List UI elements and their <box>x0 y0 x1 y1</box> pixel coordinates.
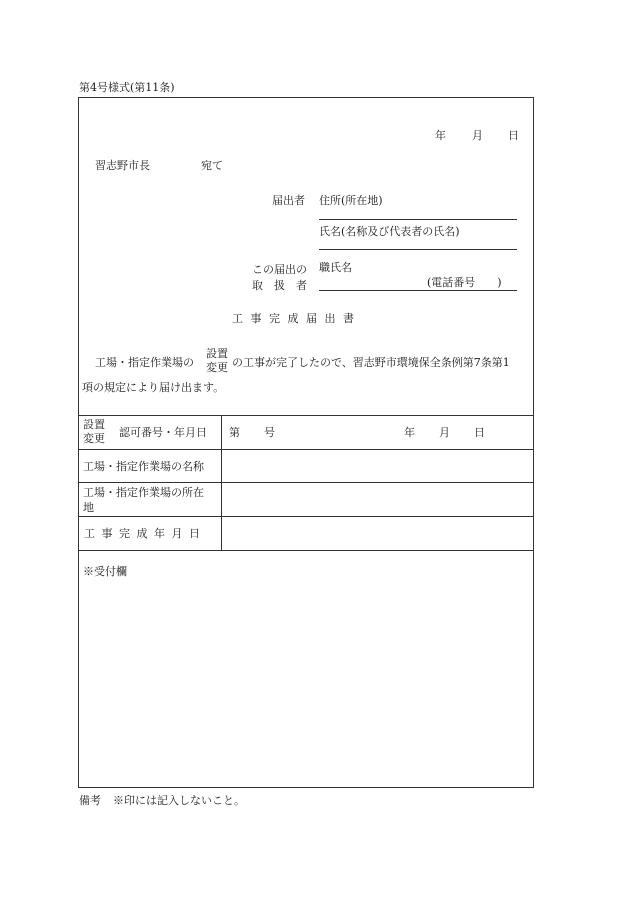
date-month-label: 月 <box>472 129 483 142</box>
table-row-divider-3 <box>78 516 534 517</box>
table-permit-day: 日 <box>474 426 485 439</box>
date-year-label: 年 <box>435 129 446 142</box>
remarks-text: ※印には記入しないこと。 <box>113 794 245 807</box>
table-facility-location-label-line1: 工場・指定作業場の所在 <box>83 486 204 499</box>
form-frame <box>78 97 534 788</box>
name-underline <box>319 249 517 250</box>
table-permit-label: 認可番号・年月日 <box>119 426 207 439</box>
table-column-divider <box>221 415 222 550</box>
handler-underline <box>319 290 517 291</box>
addressee-to: 宛て <box>201 159 223 172</box>
handler-phone: (電話番号 ) <box>427 276 502 289</box>
table-option-setup: 設置 <box>83 418 105 431</box>
body-line2: 項の規定により届け出ます。 <box>82 381 225 394</box>
notifier-address-label: 住所(所在地) <box>319 194 383 207</box>
table-permit-dai: 第 <box>229 426 240 439</box>
remarks-label: 備考 <box>79 794 101 807</box>
handler-label-line1: この届出の <box>252 263 307 276</box>
table-facility-name-label: 工場・指定作業場の名称 <box>83 460 204 473</box>
handler-label-line2: 取 扱 者 <box>252 279 307 292</box>
body-prefix: 工場・指定作業場の <box>95 356 194 369</box>
notifier-label: 届出者 <box>272 194 305 207</box>
table-row-divider-1 <box>78 449 534 450</box>
address-underline <box>319 219 517 220</box>
table-option-change: 変更 <box>83 432 105 445</box>
form-number-label: 第4号様式(第11条) <box>79 81 175 94</box>
body-suffix: の工事が完了したので、習志野市環境保全条例第7条第1 <box>232 356 510 369</box>
table-permit-go: 号 <box>264 426 275 439</box>
table-permit-year: 年 <box>404 426 415 439</box>
body-option-stack <box>206 347 228 375</box>
body-option-change: 変更 <box>206 361 228 374</box>
table-completion-date-label: 工 事 完 成 年 月 日 <box>84 527 202 540</box>
notifier-name-label: 氏名(名称及び代表者の氏名) <box>319 225 460 238</box>
date-day-label: 日 <box>508 129 519 142</box>
table-top-border <box>78 415 534 416</box>
handler-position-name: 職氏名 <box>319 261 352 274</box>
table-permit-month: 月 <box>439 426 450 439</box>
table-facility-location-label-line2: 地 <box>83 501 94 514</box>
addressee-mayor: 習志野市長 <box>95 159 150 172</box>
table-bottom-border <box>78 550 534 551</box>
table-row-divider-2 <box>78 482 534 483</box>
document-title: 工 事 完 成 届 出 書 <box>232 312 356 325</box>
body-option-setup: 設置 <box>206 347 228 360</box>
reception-field-label: ※受付欄 <box>83 565 127 578</box>
table-option-stack <box>83 418 105 446</box>
